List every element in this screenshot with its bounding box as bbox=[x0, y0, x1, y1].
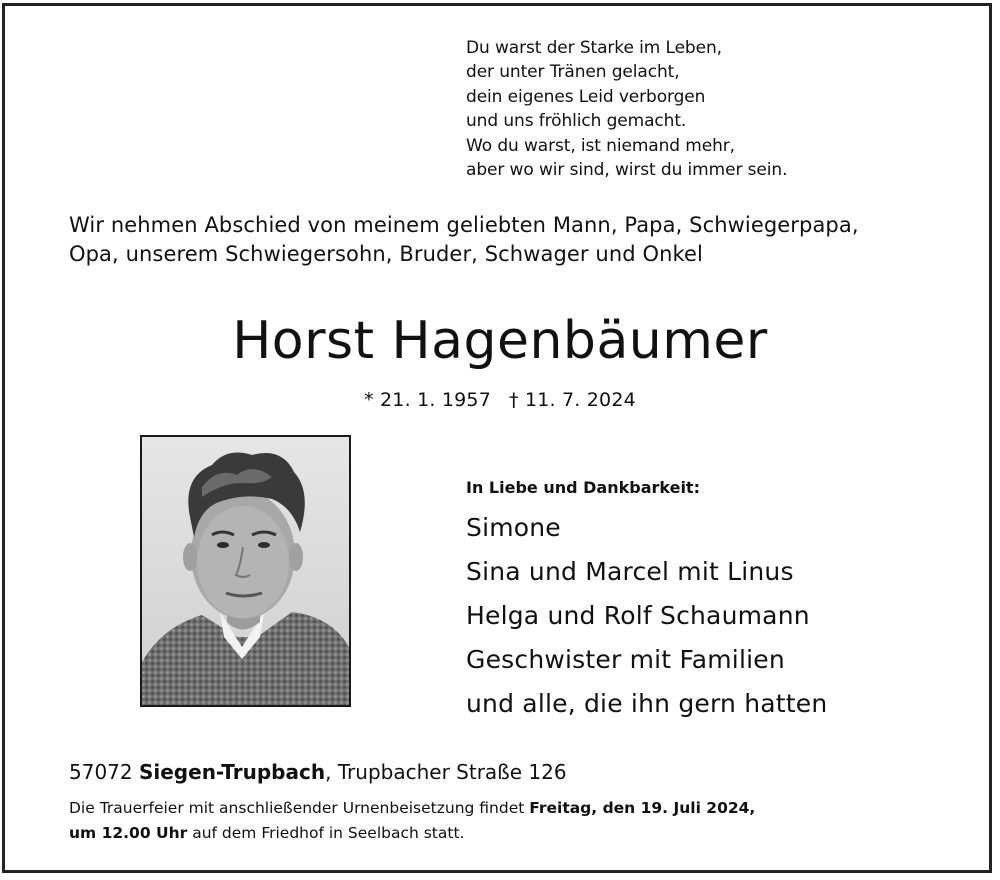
poem-line: Du warst der Starke im Leben, bbox=[466, 38, 722, 58]
poem bbox=[466, 36, 787, 182]
birth-date: * 21. 1. 1957 bbox=[364, 389, 491, 411]
farewell-intro bbox=[69, 211, 859, 269]
ceremony-time: um 12.00 Uhr bbox=[69, 824, 188, 842]
poem-line: der unter Tränen gelacht, bbox=[466, 62, 680, 83]
ceremony-line-2 bbox=[69, 821, 755, 846]
ceremony-location: auf dem Friedhof in Seelbach statt. bbox=[187, 824, 465, 842]
city-name: Siegen-Trupbach bbox=[138, 760, 326, 784]
ceremony-date: Freitag, den 19. Juli 2024, bbox=[529, 799, 756, 817]
ceremony-line-1 bbox=[69, 796, 755, 821]
mourners-list bbox=[466, 506, 827, 726]
postal-code: 57072 bbox=[69, 760, 133, 784]
poem-line: aber wo wir sind, wirst du immer sein. bbox=[466, 160, 788, 181]
intro-line: Wir nehmen Abschied von meinem geliebten Mann, Papa, Schwiegerpapa, bbox=[69, 213, 859, 237]
life-dates bbox=[0, 386, 1000, 414]
mourners-block bbox=[466, 476, 827, 726]
mourner-entry: Simone bbox=[466, 513, 561, 542]
mourner-entry: Sina und Marcel mit Linus bbox=[466, 557, 794, 586]
street-address: , Trupbacher Straße 126 bbox=[325, 760, 567, 784]
mourner-entry: Geschwister mit Familien bbox=[466, 645, 785, 674]
poem-line: und uns fröhlich gemacht. bbox=[466, 111, 687, 132]
poem-line: Wo du warst, ist niemand mehr, bbox=[466, 135, 735, 156]
mourner-entry: und alle, die ihn gern hatten bbox=[466, 689, 828, 718]
portrait-photo bbox=[140, 435, 351, 707]
death-date: † 11. 7. 2024 bbox=[509, 389, 636, 411]
deceased-name: Horst Hagenbäumer bbox=[232, 311, 768, 371]
family-address bbox=[69, 757, 567, 787]
ceremony-text: Die Trauerfeier mit anschließender Urnenbeisetzung findet bbox=[69, 799, 530, 817]
mourner-entry: Helga und Rolf Schaumann bbox=[466, 601, 810, 630]
poem-line: dein eigenes Leid verborgen bbox=[466, 86, 706, 107]
intro-line: Opa, unserem Schwiegersohn, Bruder, Schwager und Onkel bbox=[69, 242, 703, 266]
mourners-heading: In Liebe und Dankbarkeit: bbox=[466, 478, 700, 497]
ceremony-details bbox=[69, 796, 755, 846]
